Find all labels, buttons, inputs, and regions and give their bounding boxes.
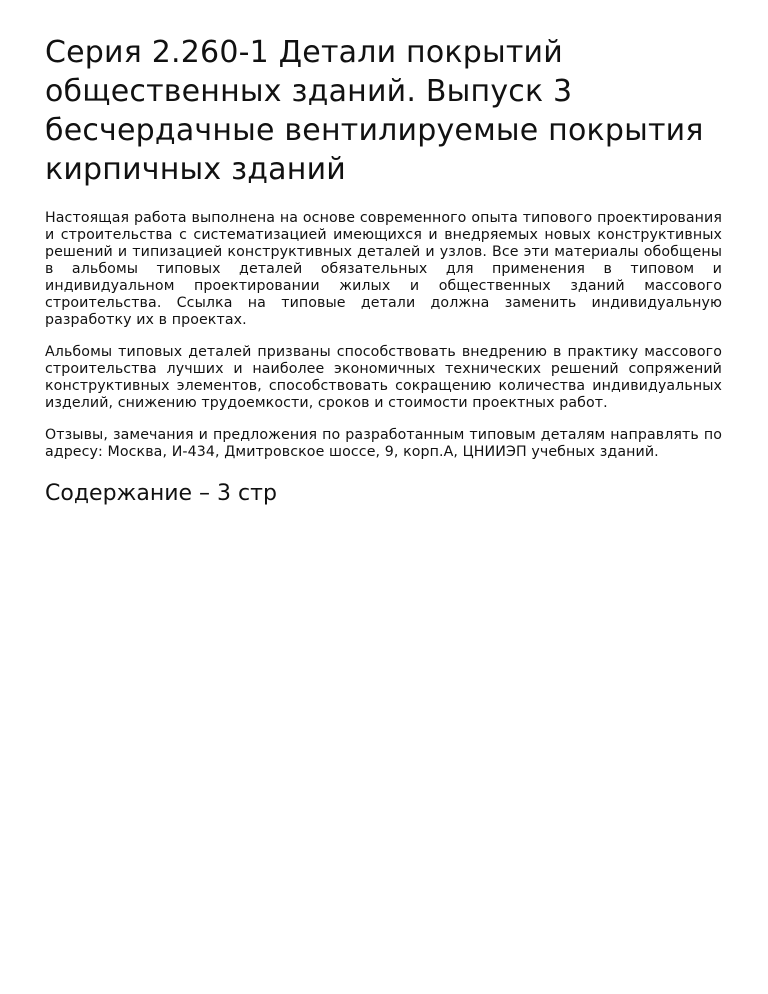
document-page (45, 33, 722, 509)
contents-heading: Содержание – 3 стр (45, 481, 277, 506)
feedback-paragraph: Отзывы, замечания и предложения по разработанным типовым деталям направлять по адресу: Москва, И-434, Дмитровское шоссе, 9, корп.А, ЦНИИЭП учебных зданий. (45, 427, 722, 460)
intro-paragraph: Настоящая работа выполнена на основе современного опыта типового проектирования и строительства с систематизацией имеющихся и внедряемых новых конструктивных решений и типизацией конструктивных деталей и узлов. Все эти материалы обобщены в альбомы типовых деталей обязательных для применения в типовом и индивидуальном проектировании жилых и общественных зданий массового строительства. Ссылка на типовые детали должна заменить индивидуальную разработку их в проектах. (45, 210, 722, 328)
purpose-paragraph: Альбомы типовых деталей призваны способствовать внедрению в практику массового строительства лучших и наиболее экономичных технических решений сопряжений конструктивных элементов, способствовать сокращению количества индивидуальных изделий, снижению трудоемкости, сроков и стоимости проектных работ. (45, 344, 722, 411)
document-title: Серия 2.260-1 Детали покрытий общественных зданий. Выпуск 3 бесчердачные вентилируемые покрытия кирпичных зданий (45, 35, 704, 187)
